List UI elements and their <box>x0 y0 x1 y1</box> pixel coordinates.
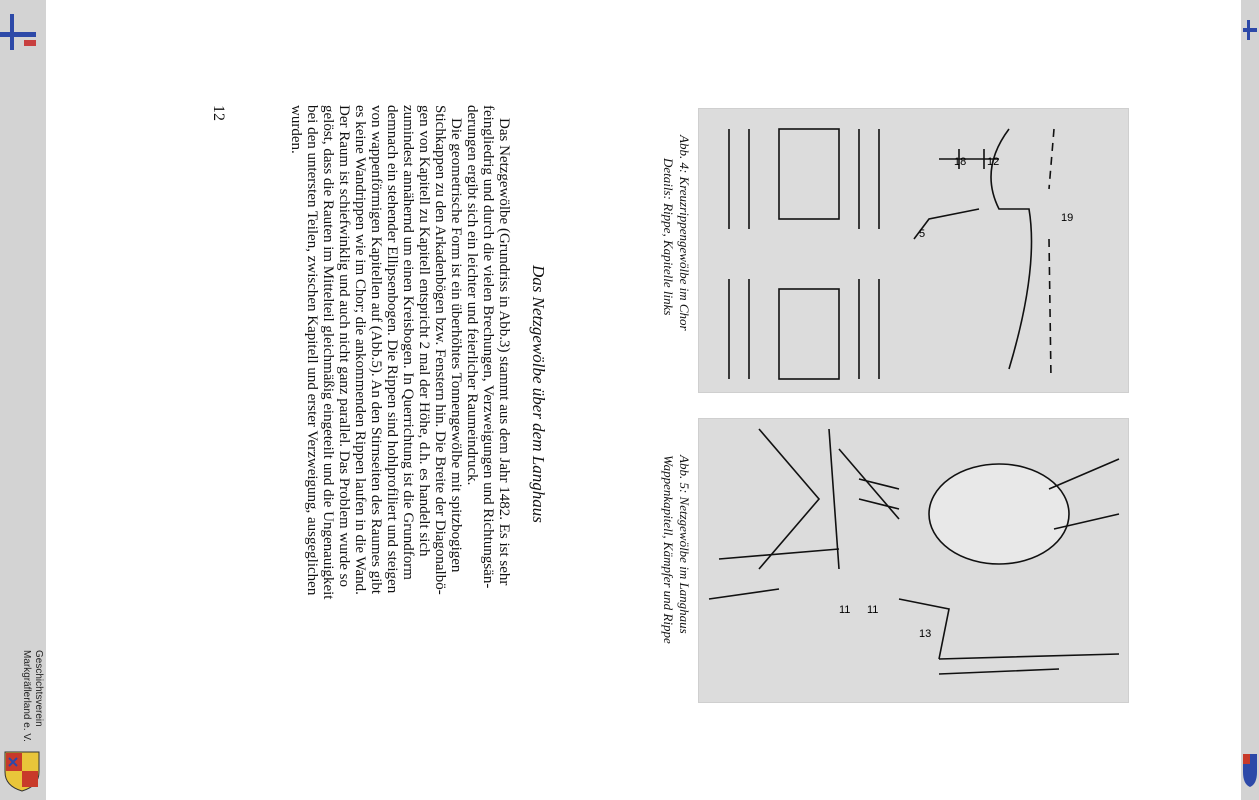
figure-5-drawing <box>698 418 1129 703</box>
figure-4-caption-line1: Abb. 4: Kreuzrippengewölbe im Chor <box>677 135 692 331</box>
right-crest-icon <box>1242 752 1258 788</box>
paragraph-line: wurden. <box>288 105 304 154</box>
publisher-name-line2: Markgräflerland e. V. <box>21 650 32 742</box>
paragraph-line: derungen ergibt sich ein leichter und feierlicher Raumeindruck. <box>464 105 480 486</box>
figure-5-sketch-icon <box>699 419 1128 702</box>
right-viewer-margin <box>1241 0 1259 800</box>
fig4-dim-c: 19 <box>1061 212 1074 224</box>
publisher-crest-icon <box>3 750 41 792</box>
paragraph-line: bei den untersten Teilen, zwischen Kapitell und erster Verzweigung, ausgeglichen <box>304 105 320 596</box>
paragraph-line: Stichkappen zu den Arkadenbögen bzw. Fenstern hin. Die Breite der Diagonalbö- <box>432 105 448 595</box>
figure-5-caption-line1: Abb. 5: Netzgewölbe im Langhaus <box>677 455 692 634</box>
figure-4-drawing <box>698 108 1129 393</box>
fig5-dim-b: 11 <box>867 604 879 616</box>
publisher-name-line1: Geschichtsverein <box>33 650 44 727</box>
paragraph-line: von wappenförmigen Kapitellen auf (Abb.5). An den Stirnseiten des Raumes gibt <box>368 105 384 595</box>
figure-4-sketch-icon <box>699 109 1128 392</box>
paragraph-line: Die geometrische Form ist ein überhöhtes Tonnengewölbe mit spitzbogigen <box>448 118 464 573</box>
fig5-dim-c: 13 <box>919 628 932 640</box>
paragraph-line: es keine Wandrippen wie im Chor; die ankommenden Rippen laufen in die Wand. <box>352 105 368 595</box>
paragraph-line: zumindest annähernd um einen Kreisbogen. In Querrichtung ist die Grundform <box>400 105 416 580</box>
library-logo-icon <box>0 12 40 52</box>
figure-4-caption-line2: Details: Rippe, Kapitelle links <box>661 158 676 316</box>
fig4-dim-a: 18 <box>954 156 967 168</box>
left-viewer-margin <box>0 0 46 800</box>
paragraph-line: Das Netzgewölbe (Grundriss in Abb.3) stammt aus dem Jahr 1482. Es ist sehr <box>496 118 512 586</box>
fig5-dim-a: 11 <box>839 604 851 616</box>
document-page <box>46 0 1241 800</box>
paragraph-line: gelöst, dass die Rauten im Mittelteil gleichmäßig eingeteilt und die Ungenauigkeit <box>320 105 336 600</box>
fig4-dim-b: 12 <box>987 156 1000 168</box>
right-logo-icon <box>1243 18 1257 44</box>
paragraph-line: Der Raum ist schiefwinklig und auch nicht ganz parallel. Das Problem wurde so <box>336 105 352 587</box>
figure-5-caption-line2: Wappenkapitell, Kämpfer und Rippe <box>661 455 676 644</box>
section-title: Das Netzgewölbe über dem Langhaus <box>529 265 548 523</box>
page-number: 12 <box>210 105 227 121</box>
paragraph-line: feingliedrig und durch die vielen Brechungen, Verzweigungen und Richtungsän- <box>480 105 496 589</box>
paragraph-line: gen von Kapitell zu Kapitell entspricht 2 mal der Höhe, d.h. es handelt sich <box>416 105 432 557</box>
paragraph-line: demnach ein stehender Ellipsenbogen. Die Rippen sind hohlprofiliert und steigen <box>384 105 400 594</box>
fig4-dim-d: 5 <box>919 228 926 240</box>
